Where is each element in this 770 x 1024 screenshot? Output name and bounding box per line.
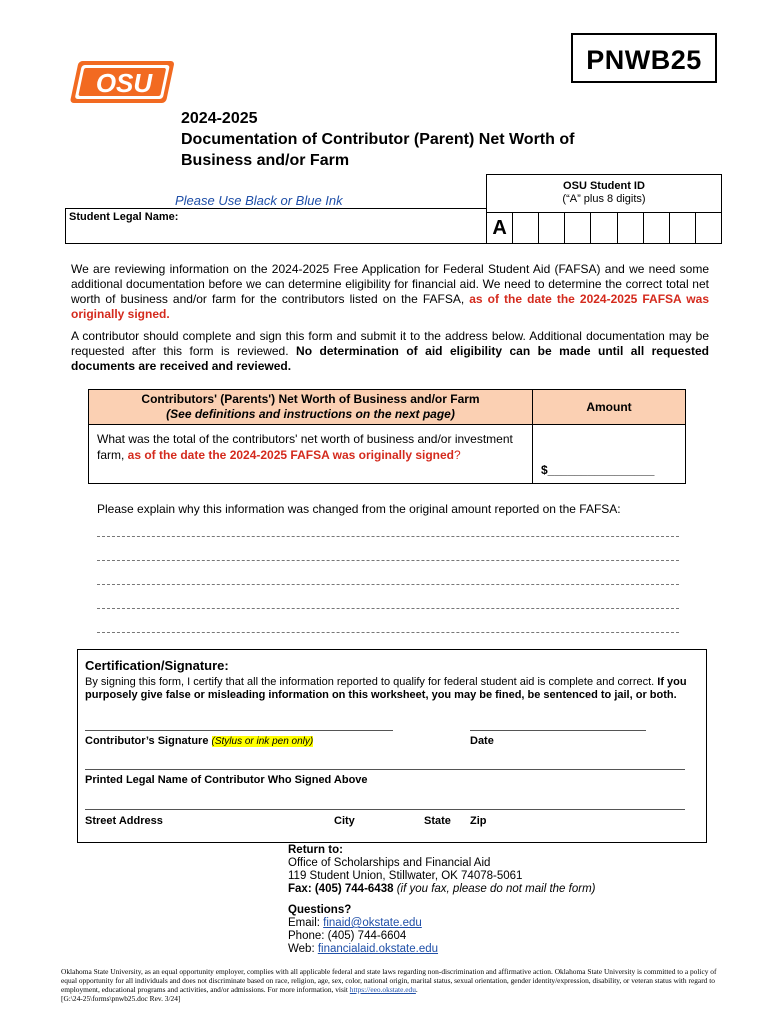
certification-text [85,676,703,702]
questions-phone: Phone: (405) 744-6604 [288,930,407,942]
amount-header: Amount [533,390,686,425]
title-year: 2024-2025 [181,110,258,127]
footer-ref: [G:\24-25\forms\pnwb25.doc Rev. 3/24] [61,994,181,1003]
student-id-cells [487,213,721,244]
osu-logo [66,55,178,109]
footer-text: Oklahoma State University, as an equal opportunity employer, complies with all applicable federal and state laws regarding non-discrimination and affirmative action. Oklahoma State University is committed to a policy of equal opportunity for all individuals and does not discriminate based on race, religion, age, sex, color, national origin, marital status, sexual orientation, gender identity/expression, disability, or veteran status with regard to employment, educational programs and activities, and/or admissions. For more information, visit [61,967,717,994]
footer [61,967,727,1003]
return-address: 119 Student Union, Stillwater, OK 74078-5061 [288,870,523,882]
student-name-field[interactable] [65,208,487,244]
fax-label: Fax: (405) 744-6438 [288,883,394,895]
student-id-digit[interactable] [539,213,565,244]
explain-line[interactable] [97,536,679,538]
student-id-label: OSU Student ID [563,180,645,192]
explain-line[interactable] [97,608,679,610]
return-office: Office of Scholarships and Financial Aid [288,857,491,869]
questions-block [288,904,438,956]
title-line-2: Business and/or Farm [181,152,350,169]
email-label: Email: [288,917,324,929]
city-label: City [334,815,355,827]
form-code: PNWB25 [571,33,717,83]
question-text: What was the total of the contributors' net worth of business and/or investment farm, [97,432,513,462]
net-worth-table [88,389,686,484]
student-id-box [486,174,722,244]
amount-field[interactable]: $________________ [533,425,686,484]
student-id-digit[interactable] [591,213,617,244]
intro-p2-bold: No determination of aid eligibility can be made until all requested documents are received and reviewed. [71,344,709,373]
intro-p1-text: We are reviewing information on the 2024-2025 Free Application for Federal Student Aid (FAFSA) and we need some additional documentation before we can determine eligibility for financial aid. We need to determine the correct total net worth of business and/or farm for the contributors listed on the FAFSA, [71,262,709,306]
question-red: as of the date the 2024-2025 FAFSA was originally signed [127,448,454,462]
certification-box [77,649,707,843]
student-id-digit[interactable] [670,213,696,244]
printed-name-line[interactable] [85,769,685,770]
logo-text: OSU [95,68,153,98]
student-id-prefix: A [487,213,513,244]
fax-note: (if you fax, please do not mail the form) [396,883,596,895]
signature-note: (Stylus or ink pen only) [211,736,314,747]
web-link[interactable]: financialaid.okstate.edu [317,943,439,955]
explain-line[interactable] [97,632,679,634]
street-label: Street Address [85,815,163,827]
net-worth-header [89,390,533,425]
net-worth-subheader: (See definitions and instructions on the next page) [166,407,455,421]
printed-name-label: Printed Legal Name of Contributor Who Signed Above [85,774,368,786]
date-label: Date [470,735,494,747]
questions-web [288,943,438,956]
return-to-block [288,844,595,896]
certification-text-plain: By signing this form, I certify that all the information reported to qualify for federal student aid is complete and correct. [85,676,658,688]
page-title [181,108,574,171]
student-id-digit[interactable] [696,213,721,244]
student-id-digit[interactable] [513,213,539,244]
signature-line[interactable] [85,730,393,731]
email-link[interactable]: finaid@okstate.edu [323,917,422,929]
address-line[interactable] [85,809,685,810]
date-line[interactable] [470,730,646,731]
intro-p1-red: as of the date the 2024-2025 FAFSA was originally signed. [71,292,709,321]
web-label: Web: [288,943,318,955]
student-id-digit[interactable] [618,213,644,244]
explain-line[interactable] [97,584,679,586]
intro-paragraph-1 [71,262,709,322]
student-id-digit[interactable] [565,213,591,244]
explain-line[interactable] [97,560,679,562]
explain-label: Please explain why this information was changed from the original amount reported on the FAFSA: [97,502,621,516]
intro-paragraph-2 [71,329,709,374]
certification-text-bold: If you purposely give false or misleading information on this worksheet, you may be fined, be sentenced to jail, or both. [85,676,687,701]
zip-label: Zip [470,815,487,827]
net-worth-header-title: Contributors' (Parents') Net Worth of Business and/or Farm [141,392,480,406]
ink-note: Please Use Black or Blue Ink [175,193,343,208]
questions-label: Questions? [288,904,352,916]
signature-label [85,735,313,747]
intro-p2-text: A contributor should complete and sign this form and submit it to the address below. Additional documentation may be requested after this form is reviewed. [71,329,709,358]
explain-lines[interactable] [97,536,679,634]
state-label: State [424,815,451,827]
footer-link[interactable]: https://eeo.okstate.edu [349,985,416,994]
student-id-digit[interactable] [644,213,670,244]
return-to-label: Return to: [288,844,343,856]
student-name-label: Student Legal Name: [69,211,179,223]
return-fax [288,883,595,896]
signature-label-text: Contributor’s Signature [85,735,209,747]
footer-end: . [415,985,418,994]
title-line-1: Documentation of Contributor (Parent) Net Worth of [181,131,575,148]
student-id-header [487,175,721,213]
net-worth-question [89,425,533,484]
question-mark: ? [454,448,461,462]
certification-heading: Certification/Signature: [85,658,229,673]
student-id-sublabel: (“A” plus 8 digits) [562,193,646,205]
questions-email [288,917,438,930]
